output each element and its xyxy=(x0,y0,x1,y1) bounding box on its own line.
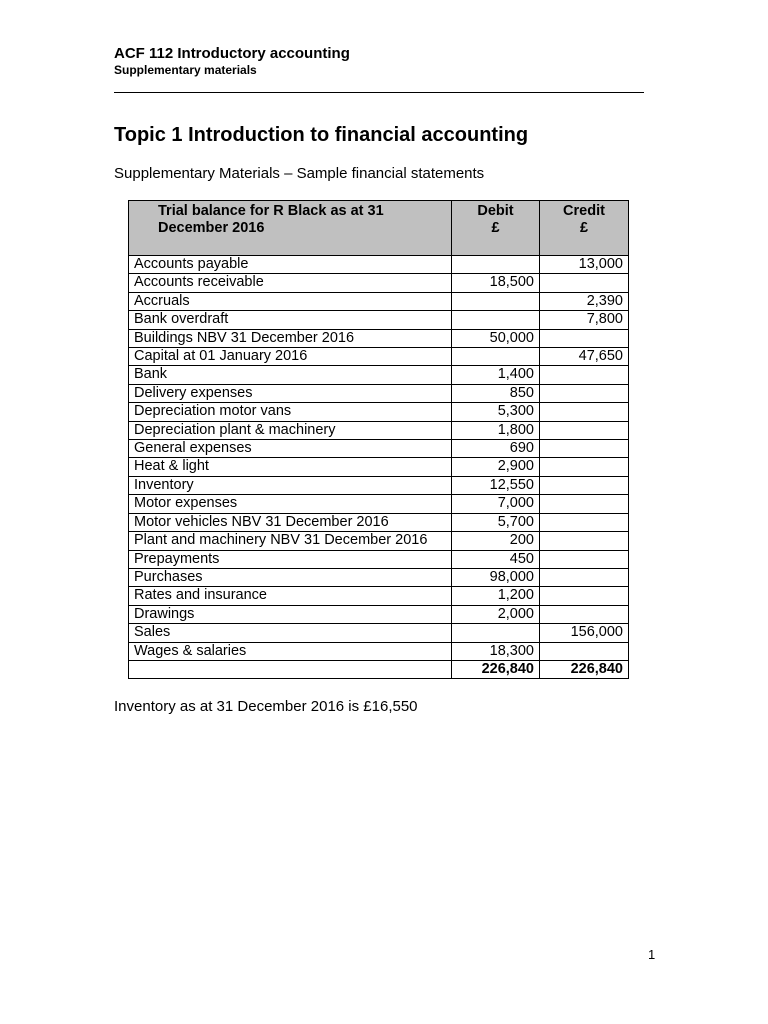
debit-amount: 1,200 xyxy=(452,587,540,605)
credit-amount xyxy=(540,366,629,384)
header-divider xyxy=(114,92,644,93)
table-row xyxy=(129,256,629,274)
credit-amount xyxy=(540,550,629,568)
credit-amount xyxy=(540,329,629,347)
trial-balance-table xyxy=(128,200,629,679)
credit-amount: 156,000 xyxy=(540,624,629,642)
credit-amount xyxy=(540,513,629,531)
debit-amount: 200 xyxy=(452,532,540,550)
table-row xyxy=(129,476,629,494)
table-row xyxy=(129,348,629,366)
total-credit: 226,840 xyxy=(540,660,629,678)
credit-amount: 7,800 xyxy=(540,311,629,329)
table-row xyxy=(129,550,629,568)
account-name: Bank overdraft xyxy=(129,311,452,329)
total-debit: 226,840 xyxy=(452,660,540,678)
account-name: Motor expenses xyxy=(129,495,452,513)
table-row xyxy=(129,624,629,642)
debit-amount: 850 xyxy=(452,384,540,402)
table-row xyxy=(129,513,629,531)
credit-amount: 2,390 xyxy=(540,292,629,310)
debit-amount: 5,700 xyxy=(452,513,540,531)
credit-amount xyxy=(540,274,629,292)
credit-amount xyxy=(540,421,629,439)
account-name: Delivery expenses xyxy=(129,384,452,402)
debit-amount xyxy=(452,292,540,310)
debit-amount: 98,000 xyxy=(452,568,540,586)
debit-amount: 2,900 xyxy=(452,458,540,476)
credit-column-header xyxy=(540,201,629,256)
account-name: Heat & light xyxy=(129,458,452,476)
total-label-cell xyxy=(129,660,452,678)
debit-currency: £ xyxy=(491,220,500,236)
account-name: Sales xyxy=(129,624,452,642)
debit-amount: 450 xyxy=(452,550,540,568)
account-name: Rates and insurance xyxy=(129,587,452,605)
debit-amount: 5,300 xyxy=(452,403,540,421)
account-name: Accruals xyxy=(129,292,452,310)
table-row xyxy=(129,403,629,421)
debit-amount xyxy=(452,256,540,274)
table-body xyxy=(129,256,629,661)
account-name: Capital at 01 January 2016 xyxy=(129,348,452,366)
account-name: Depreciation plant & machinery xyxy=(129,421,452,439)
debit-amount: 1,800 xyxy=(452,421,540,439)
debit-amount xyxy=(452,348,540,366)
table-title: Trial balance for R Black as at 31 December 2016 xyxy=(129,201,452,256)
table-row xyxy=(129,642,629,660)
table-row xyxy=(129,366,629,384)
debit-amount: 18,300 xyxy=(452,642,540,660)
credit-currency: £ xyxy=(579,220,589,236)
credit-amount xyxy=(540,532,629,550)
account-name: Motor vehicles NBV 31 December 2016 xyxy=(129,513,452,531)
page-title: Topic 1 Introduction to financial accounting xyxy=(114,124,529,146)
credit-amount xyxy=(540,440,629,458)
credit-label: Credit xyxy=(563,203,605,219)
credit-amount xyxy=(540,642,629,660)
credit-amount xyxy=(540,605,629,623)
debit-amount: 12,550 xyxy=(452,476,540,494)
debit-amount: 1,400 xyxy=(452,366,540,384)
credit-amount xyxy=(540,587,629,605)
course-subtitle: Supplementary materials xyxy=(114,63,257,77)
table-row xyxy=(129,587,629,605)
account-name: Accounts payable xyxy=(129,256,452,274)
account-name: General expenses xyxy=(129,440,452,458)
credit-amount xyxy=(540,495,629,513)
debit-amount: 7,000 xyxy=(452,495,540,513)
table-row xyxy=(129,274,629,292)
account-name: Accounts receivable xyxy=(129,274,452,292)
account-name: Purchases xyxy=(129,568,452,586)
credit-amount xyxy=(540,476,629,494)
table-row xyxy=(129,458,629,476)
debit-label: Debit xyxy=(477,203,514,219)
account-name: Plant and machinery NBV 31 December 2016 xyxy=(129,532,452,550)
account-name: Depreciation motor vans xyxy=(129,403,452,421)
debit-amount: 2,000 xyxy=(452,605,540,623)
account-name: Prepayments xyxy=(129,550,452,568)
table-row xyxy=(129,384,629,402)
credit-amount xyxy=(540,403,629,421)
total-row xyxy=(129,660,629,678)
credit-amount xyxy=(540,458,629,476)
table-row xyxy=(129,421,629,439)
page-subtitle: Supplementary Materials – Sample financial statements xyxy=(114,165,485,182)
table-row xyxy=(129,532,629,550)
document-header xyxy=(114,45,644,78)
account-name: Wages & salaries xyxy=(129,642,452,660)
credit-amount: 13,000 xyxy=(540,256,629,274)
account-name: Drawings xyxy=(129,605,452,623)
credit-amount xyxy=(540,384,629,402)
debit-amount xyxy=(452,624,540,642)
inventory-note: Inventory as at 31 December 2016 is £16,550 xyxy=(114,698,418,715)
table-row xyxy=(129,605,629,623)
table-row xyxy=(129,495,629,513)
table-header-row xyxy=(129,201,629,256)
table-row xyxy=(129,568,629,586)
account-name: Bank xyxy=(129,366,452,384)
table-row xyxy=(129,311,629,329)
debit-amount xyxy=(452,311,540,329)
table-row xyxy=(129,440,629,458)
debit-column-header xyxy=(452,201,540,256)
debit-amount: 18,500 xyxy=(452,274,540,292)
credit-amount xyxy=(540,568,629,586)
debit-amount: 690 xyxy=(452,440,540,458)
page-number: 1 xyxy=(648,947,656,962)
credit-amount: 47,650 xyxy=(540,348,629,366)
table-row xyxy=(129,329,629,347)
table-row xyxy=(129,292,629,310)
debit-amount: 50,000 xyxy=(452,329,540,347)
course-title: ACF 112 Introductory accounting xyxy=(114,45,350,62)
account-name: Buildings NBV 31 December 2016 xyxy=(129,329,452,347)
account-name: Inventory xyxy=(129,476,452,494)
